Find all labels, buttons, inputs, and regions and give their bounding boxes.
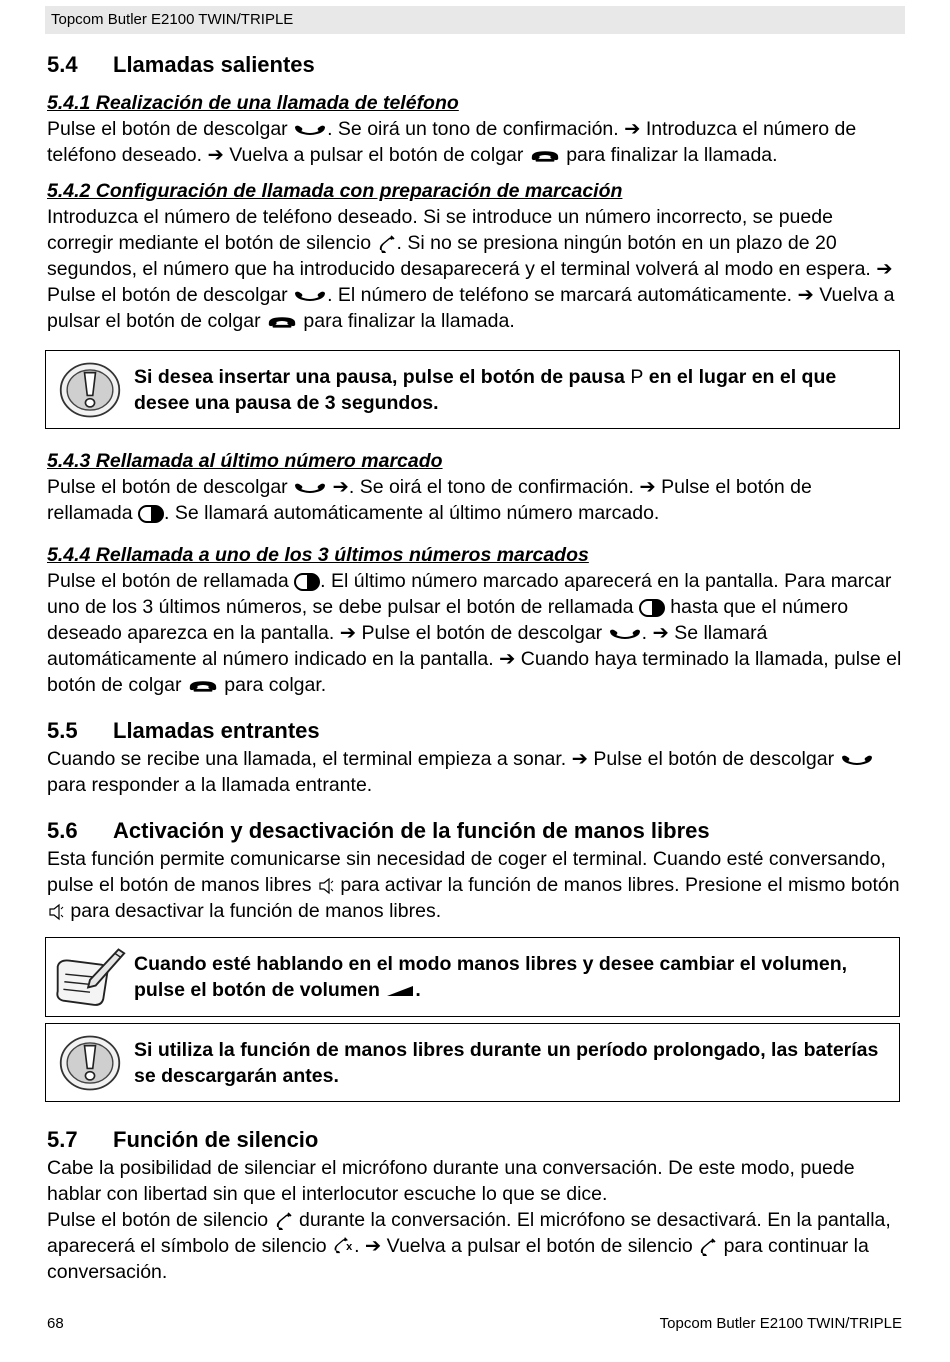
redial-icon	[294, 572, 320, 592]
page-content	[47, 50, 902, 334]
phone-onhook-icon	[266, 314, 298, 330]
section-5-4-1-text: Pulse el botón de descolgar . Se oirá un tono de confirmación. ➔ Introduzca el número de teléfono deseado. ➔ Vuelva a pulsar el botón de colgar para finalizar la llamada.	[47, 117, 857, 166]
volume-icon	[385, 984, 415, 998]
mute-icon	[377, 234, 397, 254]
section-5-6-text: Esta función permite comunicarse sin necesidad de coger el terminal. Cuando esté conversando, pulse el botón de manos libres para activar la función de manos libres. Presione el mismo botón para desactivar la función de manos libres.	[47, 848, 900, 922]
mute-icon	[274, 1211, 294, 1231]
section-5-4-heading: 5.4 Llamadas salientes	[47, 52, 315, 77]
redial-icon	[138, 504, 164, 524]
phone-offhook-icon	[293, 481, 327, 495]
phone-offhook-icon	[840, 753, 874, 767]
warning-note-text: Si desea insertar una pausa, pulse el botón de pausa P en el lugar en el que desee una pausa de 3 segundos.	[134, 365, 837, 414]
phone-onhook-icon	[187, 678, 219, 694]
info-note-text: Cuando esté hablando en el modo manos libres y desee cambiar el volumen, pulse el botón de volumen .	[134, 953, 848, 1001]
phone-offhook-icon	[293, 123, 327, 137]
warning-exclamation-icon	[58, 361, 122, 419]
phone-offhook-icon	[293, 289, 327, 303]
mute-symbol-icon: x	[332, 1236, 354, 1258]
speaker-icon	[47, 902, 65, 922]
section-5-4-1-heading: 5.4.1 Realización de una llamada de teléfono	[47, 92, 459, 114]
section-5-4-4-heading: 5.4.4 Rellamada a uno de los 3 últimos números marcados	[47, 544, 589, 566]
section-5-7-intro: Cabe la posibilidad de silenciar el micrófono durante una conversación. De este modo, puede hablar con libertad sin que el interlocutor escuche lo que se dice.	[47, 1157, 855, 1205]
page-number: 68	[47, 1315, 64, 1332]
section-5-4-3-text: Pulse el botón de descolgar ➔. Se oirá el tono de confirmación. ➔ Pulse el botón de rellamada . Se llamará automáticamente al último número marcado.	[47, 475, 812, 524]
phone-offhook-icon	[608, 627, 642, 641]
section-5-7-text: Pulse el botón de silencio durante la conversación. El micrófono se desactivará. En la pantalla, aparecerá el símbolo de silencio x . ➔ Vuelva a pulsar el botón de silencio para continuar la conversación.	[47, 1209, 891, 1283]
note-pen-icon	[52, 945, 128, 1009]
page-content-3	[47, 1125, 902, 1285]
section-5-4-4-text: Pulse el botón de rellamada . El último número marcado aparecerá en la pantalla. Para marcar uno de los 3 últimos números, se debe pulsar el botón de rellamada hasta que el número deseado aparezca en la pantalla. ➔ Pulse el botón de descolgar . ➔ Se llamará automáticamente al número indicado en la pantalla. ➔ Cuando haya terminado la llamada, pulse el botón de colgar para colgar.	[47, 570, 902, 696]
warning-note-text: Si utiliza la función de manos libres durante un período prolongado, las baterías se descargarán antes.	[134, 1038, 879, 1087]
header-title: Topcom Butler E2100 TWIN/TRIPLE	[51, 11, 294, 28]
redial-icon	[639, 598, 665, 618]
section-5-6-heading: 5.6 Activación y desactivación de la función de manos libres	[47, 818, 710, 843]
warning-note-battery	[45, 1023, 900, 1102]
warning-note-pause	[45, 350, 900, 429]
footer-title: Topcom Butler E2100 TWIN/TRIPLE	[659, 1315, 902, 1332]
mute-icon	[698, 1237, 718, 1257]
section-5-4-2-text: Introduzca el número de teléfono deseado. Si se introduce un número incorrecto, se puede corregir mediante el botón de silencio . Si no se presiona ningún botón en un plazo de 20 segundos, el número que ha introducido desaparecerá y el terminal volverá al modo en espera. ➔ Pulse el botón de descolgar . El número de teléfono se marcará automáticamente. ➔ Vuelva a pulsar el botón de colgar para finalizar la llamada.	[47, 206, 895, 332]
section-5-7-heading: 5.7 Función de silencio	[47, 1127, 319, 1152]
speaker-icon	[317, 876, 335, 896]
page-header	[45, 6, 905, 34]
section-5-5-text: Cuando se recibe una llamada, el terminal empieza a sonar. ➔ Pulse el botón de descolgar para responder a la llamada entrante.	[47, 746, 902, 798]
section-5-5-heading: 5.5 Llamadas entrantes	[47, 718, 320, 743]
info-note-volume	[45, 937, 900, 1017]
warning-exclamation-icon	[58, 1034, 122, 1092]
section-5-4-2-heading: 5.4.2 Configuración de llamada con preparación de marcación	[47, 180, 623, 202]
page-content-2	[47, 448, 902, 924]
phone-onhook-icon	[529, 148, 561, 164]
section-5-4-3-heading: 5.4.3 Rellamada al último número marcado	[47, 450, 443, 472]
